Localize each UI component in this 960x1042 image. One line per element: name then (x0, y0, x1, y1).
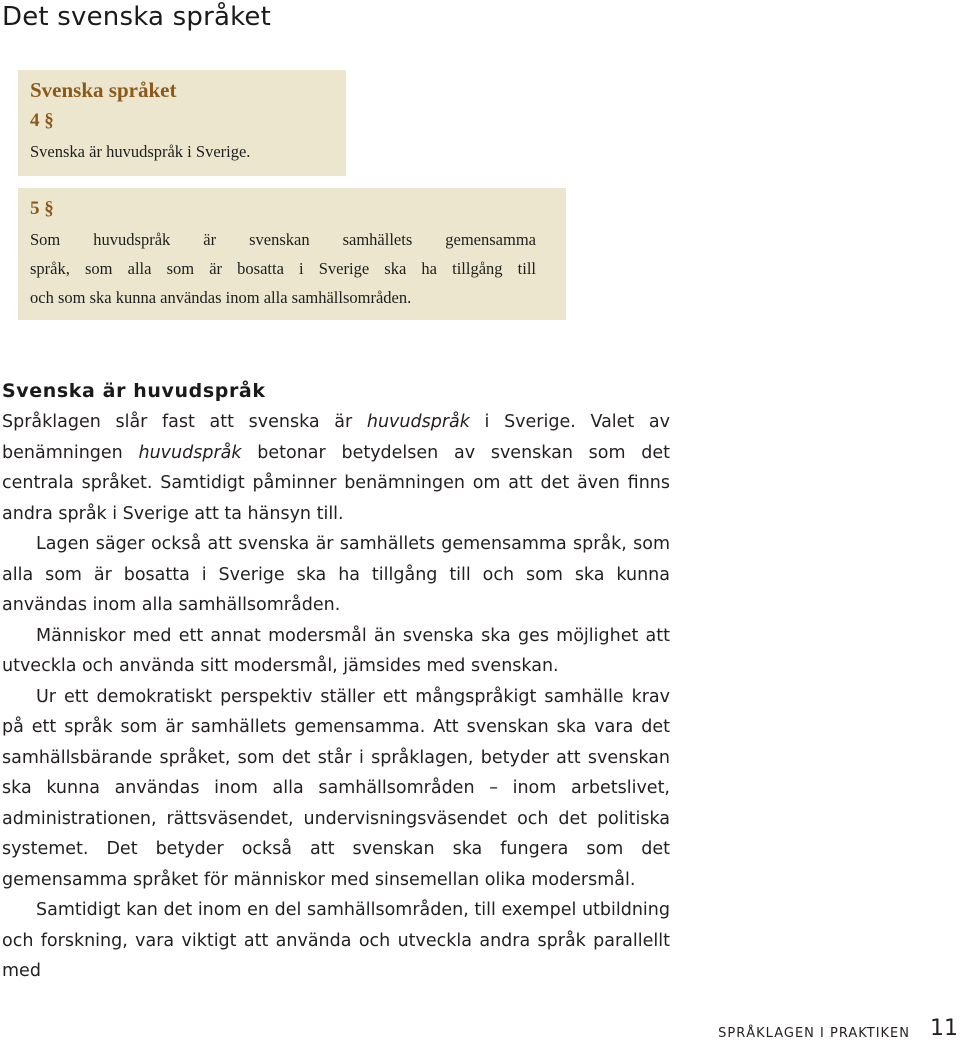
law-box-4 (18, 70, 346, 176)
page-number: 11 (930, 1016, 958, 1041)
paragraph: Människor med ett annat modersmål än svenska ska ges möjlighet att utveckla och använda sitt modersmål, jämsides med svenskan. (2, 625, 670, 676)
page-title: Det svenska språket (2, 2, 272, 32)
emphasis: huvudspråk (138, 442, 242, 463)
paragraph: Samtidigt kan det inom en del samhällsområden, till exempel utbildning och forskning, vara viktigt att använda och utveckla andra språk parallellt med (2, 900, 670, 981)
law-box-5 (18, 188, 566, 320)
paragraph-mark: 5 § (30, 198, 54, 219)
paragraph (2, 407, 670, 529)
paragraph-mark: 4 § (30, 110, 54, 131)
paragraph: Lagen säger också att svenska är samhällets gemensamma språk, som alla som är bosatta i Sverige ska ha tillgång till och som ska kunna användas inom alla samhällsområden. (2, 534, 670, 615)
text-run: betonar betydelsen av svenskan som det centrala språket. Samtidigt påminner benämningen om att det även finns andra språk i Sverige att ta hänsyn till. (2, 442, 671, 524)
text-run: i Sverige. Valet av benämningen (2, 412, 671, 463)
running-footer: SPRÅKLAGEN I PRAKTIKEN (718, 1026, 910, 1041)
body-text (2, 407, 670, 987)
text-run: Språklagen slår fast att svenska är (2, 412, 367, 432)
section-heading: Svenska är huvudspråk (2, 380, 266, 402)
law-box-heading: Svenska språket (30, 78, 177, 102)
paragraph: Ur ett demokratiskt perspektiv ställer ett mångspråkigt samhälle krav på ett språk som är samhällets gemensamma. Att svenskan ska vara det samhällsbärande språket, som det står i språklagen, betyder att svenskan ska kunna användas inom alla samhällsområden – inom arbetslivet, administrationen, rättsväsendet, undervisningsväsendet och det politiska systemet. Det betyder också att svenskan ska fungera som det gemensamma språket för människor med sinsemellan olika modersmål. (2, 686, 670, 890)
law-text: Svenska är huvudspråk i Sverige. (30, 142, 251, 161)
law-text-line: Som huvudspråk är svenskan samhällets gemensamma (30, 230, 536, 249)
law-text-line: och som ska kunna användas inom alla samhällsområden. (30, 288, 412, 307)
emphasis: huvudspråk (366, 412, 470, 432)
law-text-line: språk, som alla som är bosatta i Sverige ska ha tillgång till (30, 259, 536, 278)
